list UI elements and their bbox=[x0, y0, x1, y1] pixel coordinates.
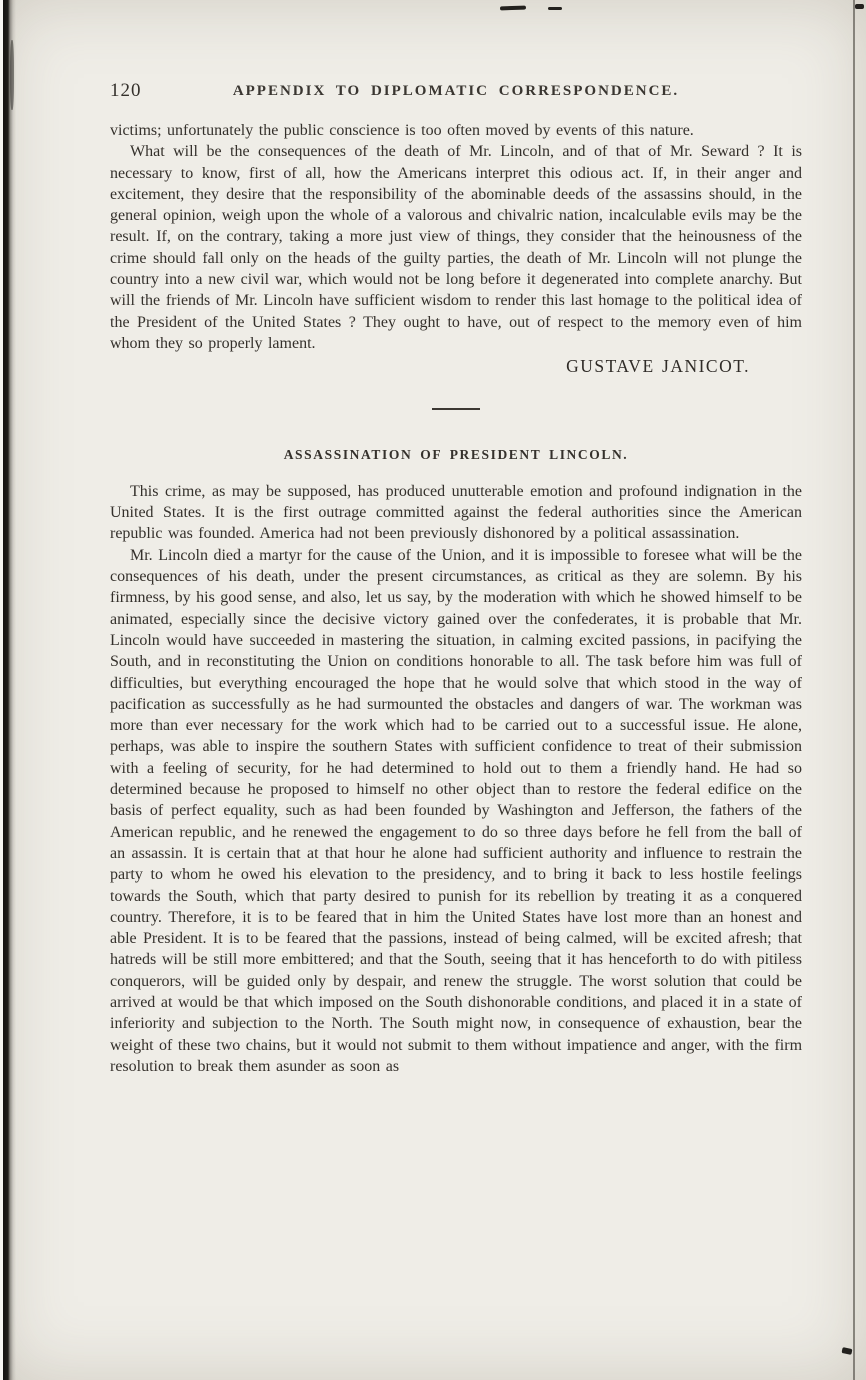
paragraph: Mr. Lincoln died a martyr for the cause of the Union, and it is impossible to foresee what will be the consequences of his death, under the present circumstances, as critical as they are solemn. By his firmness, by his good sense, and also, let us say, by the moderation with which he showed himself to be animated, especially since the decisive victory gained over the confederates, it is probable that Mr. Lincoln would have succeeded in mastering the situation, in calming excited passions, in pacifying the South, and in reconstituting the Union on conditions honorable to all. The task before him was full of difficulties, but everything encouraged the hope that he would solve that which stood in the way of pacification as successfully as he had surmounted the obstacles and dangers of war. The workman was more than ever necessary for the work which had to be carried out to a successful issue. He alone, perhaps, was able to inspire the southern States with sufficient confidence to treat of their submission with a feeling of security, for he had determined to hold out to them a friendly hand. He had so determined because he proposed to himself no other object than to restore the federal edifice on the basis of perfect equality, such as had been founded by Washington and Jefferson, the fathers of the American republic, and he renewed the engagement to do so three days before he fell from the ball of an assassin. It is certain that at that hour he alone had sufficient authority and influence to restrain the party to whom he owed his elevation to the presidency, and to bring it back to less hostile feelings towards the South, which that party desired to punish for its rebellion by treating it as a conquered country. Therefore, it is to be feared that in him the United States have lost more than an honest and able President. It is to be feared that the passions, instead of being calmed, will be excited afresh; that hatreds will be still more embittered; and that the South, seeing that it has henceforth to do with pitiless conquerors, will be guided only by despair, and renew the struggle. The worst solution that could be arrived at would be that which imposed on the South dishonorable conditions, and placed it in a state of inferiority and subjection to the North. The South might now, in consequence of exhaustion, bear the weight of these two chains, but it would not submit to them without impatience and anger, with the firm resolution to break them asunder as soon as bbox=[110, 546, 803, 1075]
section-divider-rule bbox=[432, 408, 480, 410]
paragraph-continuation: victims; unfortunately the public conscience is too often moved by events of this nature. bbox=[110, 122, 694, 139]
paragraph: What will be the consequences of the death of Mr. Lincoln, and of that of Mr. Seward ? It is necessary to know, first of all, how the Americans interpret this odious act. If, in their anger and excitement, they desire that the responsibility of the abominable deeds of the assassins should, in the general opinion, weigh upon the whole of a valorous and chivalric nation, incalculable evils may be the result. If, on the contrary, taking a more just view of things, they consider that the heinousness of the crime should fall only on the heads of the guilty parties, the death of Mr. Lincoln will not plunge the country into a new civil war, which would not be long before it degenerated into complete anarchy. But will the friends of Mr. Lincoln have sufficient wisdom to render this last homage to the political idea of the President of the United States ? They ought to have, out of respect to the memory even of him whom they so properly lament. bbox=[110, 143, 802, 352]
running-head bbox=[110, 80, 802, 104]
page-number: 120 bbox=[110, 80, 142, 101]
page-edge-line bbox=[853, 0, 855, 1380]
scan-artifact bbox=[500, 6, 526, 11]
scan-artifact bbox=[10, 40, 14, 110]
binding-shadow bbox=[0, 0, 16, 1380]
paragraph: This crime, as may be supposed, has produced unutterable emotion and profound indignation in the United States. It is the first outrage committed against the federal authorities since the American republic was founded. America had not been previously dishonored by a political assassination. bbox=[110, 482, 802, 543]
scan-artifact bbox=[855, 4, 864, 9]
section-heading: ASSASSINATION OF PRESIDENT LINCOLN. bbox=[283, 446, 629, 462]
scan-artifact bbox=[548, 7, 562, 10]
running-header-title: APPENDIX TO DIPLOMATIC CORRESPONDENCE. bbox=[232, 83, 680, 99]
author-signature: GUSTAVE JANICOT. bbox=[566, 356, 750, 377]
scan-artifact bbox=[841, 1347, 852, 1355]
page-content bbox=[110, 80, 802, 1077]
